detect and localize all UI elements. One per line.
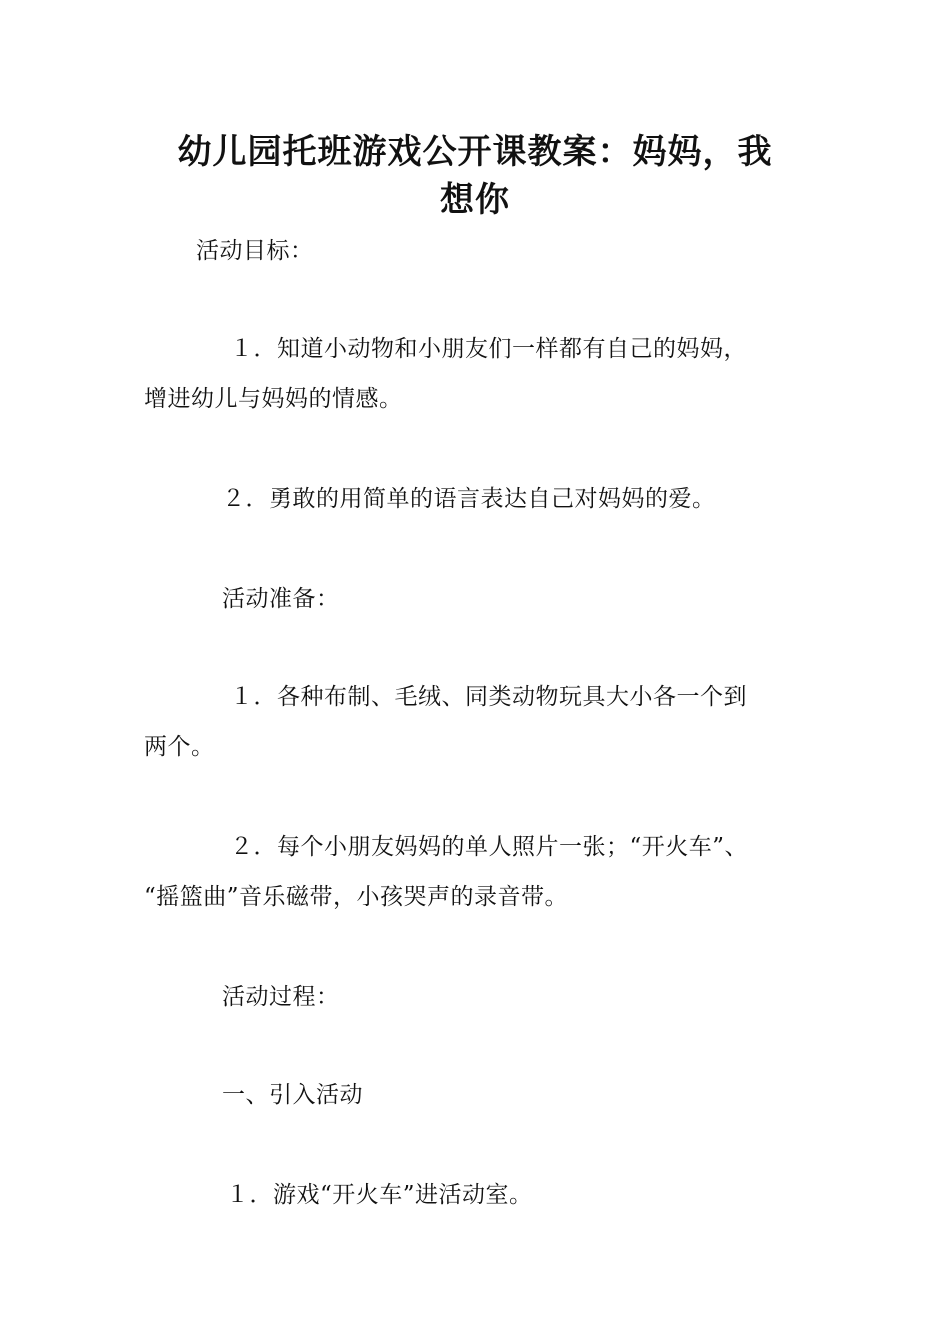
prep-1-line-1: １．各种布制、毛绒、同类动物玩具大小各一个到 — [230, 684, 747, 710]
goal-1-line-1: １．知道小动物和小朋友们一样都有自己的妈妈， — [230, 336, 747, 362]
goals-heading: 活动目标： — [196, 238, 314, 264]
prep-2-line-1: ２．每个小朋友妈妈的单人照片一张；“开火车”、 — [230, 834, 749, 860]
process-heading: 活动过程： — [222, 984, 340, 1010]
prep-heading: 活动准备： — [222, 586, 340, 612]
prep-1-line-2: 两个。 — [144, 734, 215, 760]
goal-2: ２．勇敢的用简单的语言表达自己对妈妈的爱。 — [222, 486, 716, 512]
title-line-2: 想你 — [440, 180, 510, 220]
document-title — [120, 128, 830, 224]
prep-2-line-2: “摇篮曲”音乐磁带，小孩哭声的录音带。 — [144, 884, 569, 910]
step-1: １．游戏“开火车”进活动室。 — [226, 1182, 533, 1208]
title-line-1: 幼儿园托班游戏公开课教案：妈妈，我 — [177, 132, 773, 172]
section-1-heading: 一、引入活动 — [222, 1082, 363, 1108]
goal-1-line-2: 增进幼儿与妈妈的情感。 — [144, 386, 403, 412]
